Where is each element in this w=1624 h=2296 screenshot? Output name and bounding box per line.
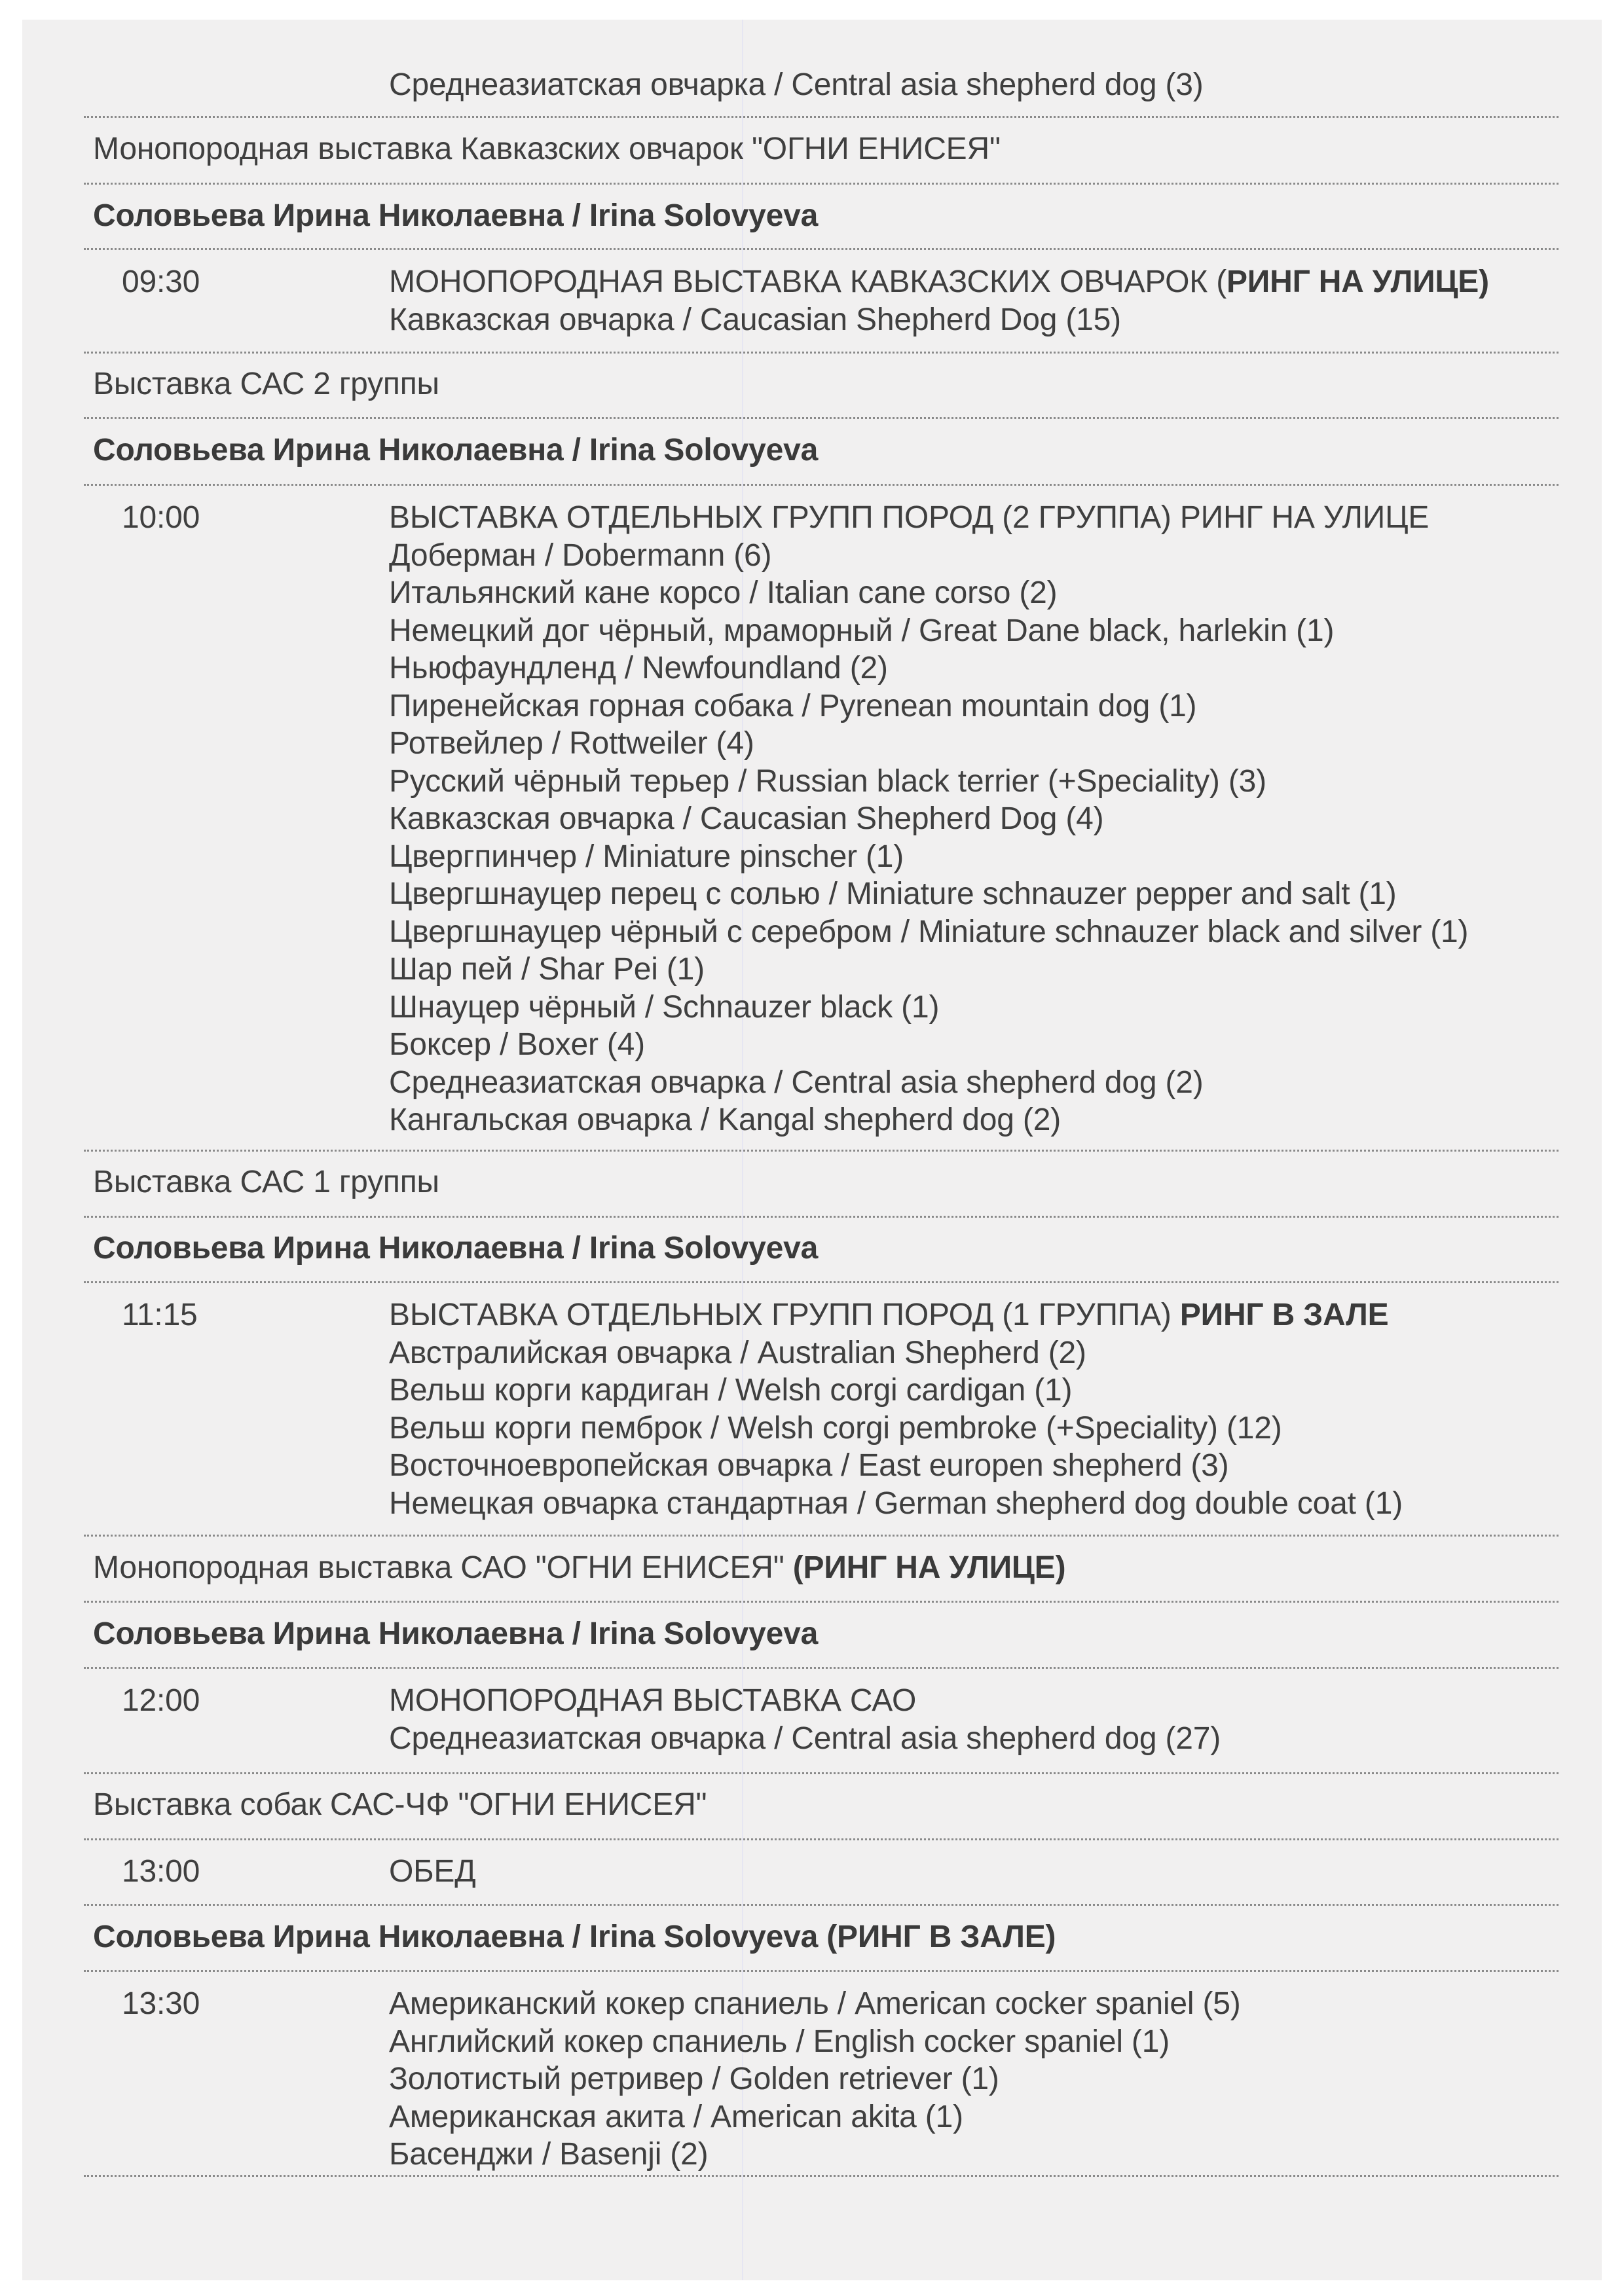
breed-entry: Пиренейская горная собака / Pyrenean mountain dog (1) — [389, 688, 1197, 723]
section-title: Монопородная выставка Кавказских овчарок "ОГНИ ЕНИСЕЯ" — [93, 132, 1001, 166]
divider — [84, 1838, 1559, 1840]
divider — [84, 183, 1559, 185]
divider — [84, 1150, 1559, 1152]
breed-list — [389, 1985, 1241, 2174]
slot-heading — [389, 1296, 1388, 1334]
breed-entry: Басенджи / Basenji (2) — [389, 2137, 709, 2172]
breed-entry: Вельш корги кардиган / Welsh corgi cardigan (1) — [389, 1373, 1073, 1408]
divider — [84, 484, 1559, 486]
section-title: Выставка САС 2 группы — [93, 367, 439, 401]
breed-entry: Цвергшнауцер чёрный с серебром / Miniature schnauzer black and silver (1) — [389, 914, 1469, 949]
section-title: Выставка собак САС-ЧФ "ОГНИ ЕНИСЕЯ" — [93, 1787, 707, 1822]
breed-entry: Кавказская овчарка / Caucasian Shepherd Dog (15) — [389, 302, 1121, 337]
slot-time: 12:00 — [122, 1683, 200, 1718]
slot-heading — [389, 263, 1489, 301]
judge-name: Соловьева Ирина Николаевна / Irina Solovyeva — [93, 198, 819, 233]
section-title-text: Монопородная выставка САО "ОГНИ ЕНИСЕЯ" — [93, 1550, 793, 1585]
judge-name: Соловьева Ирина Николаевна / Irina Solovyeva — [93, 1231, 819, 1266]
slot-heading: ВЫСТАВКА ОТДЕЛЬНЫХ ГРУПП ПОРОД (2 ГРУППА) РИНГ НА УЛИЦЕ — [389, 500, 1430, 535]
slot-heading: МОНОПОРОДНАЯ ВЫСТАВКА САО — [389, 1683, 917, 1718]
break-time: 13:00 — [122, 1854, 200, 1889]
breed-list — [389, 1720, 1221, 1758]
breed-entry: Английский кокер спаниель / English cocker spaniel (1) — [389, 2024, 1170, 2059]
divider — [84, 1216, 1559, 1218]
divider — [84, 1970, 1559, 1972]
slot-time: 11:15 — [122, 1298, 198, 1332]
breed-entry: Русский чёрный терьер / Russian black terrier (+Speciality) (3) — [389, 763, 1266, 799]
breed-entry: Американский кокер спаниель / American cocker spaniel (5) — [389, 1986, 1241, 2021]
divider — [84, 1281, 1559, 1283]
breed-entry: Кавказская овчарка / Caucasian Shepherd Dog (4) — [389, 801, 1104, 836]
breed-entry: Золотистый ретривер / Golden retriever (1) — [389, 2062, 999, 2096]
ring-location: (РИНГ НА УЛИЦЕ) — [792, 1550, 1066, 1585]
breed-entry: Доберман / Dobermann (6) — [389, 538, 772, 573]
breed-entry: Среднеазиатская овчарка / Central asia shepherd dog (2) — [389, 1065, 1204, 1100]
breed-list — [389, 1334, 1403, 1523]
breed-entry: Итальянский кане корсо / Italian cane corso (2) — [389, 575, 1058, 610]
divider — [84, 1667, 1559, 1669]
breed-entry: Австралийская овчарка / Australian Shepherd (2) — [389, 1335, 1086, 1370]
breed-entry: Немецкая овчарка стандартная / German shepherd dog double coat (1) — [389, 1485, 1403, 1521]
slot-time: 09:30 — [122, 264, 200, 299]
breed-entry: Среднеазиатская овчарка / Central asia shepherd dog (27) — [389, 1721, 1221, 1756]
slot-time: 10:00 — [122, 500, 200, 535]
breed-entry: Шар пей / Shar Pei (1) — [389, 952, 705, 987]
slot-heading-text: ВЫСТАВКА ОТДЕЛЬНЫХ ГРУПП ПОРОД (1 ГРУППА) — [389, 1298, 1180, 1332]
divider — [84, 248, 1559, 250]
judge-name: Соловьева Ирина Николаевна / Irina Solovyeva (РИНГ В ЗАЛЕ) — [93, 1920, 1056, 1954]
breed-entry: Немецкий дог чёрный, мраморный / Great Dane black, harlekin (1) — [389, 613, 1335, 648]
slot-time: 13:30 — [122, 1986, 200, 2021]
divider — [84, 1601, 1559, 1603]
divider — [84, 417, 1559, 419]
ring-location: РИНГ В ЗАЛЕ — [1179, 1298, 1389, 1332]
divider — [84, 1772, 1559, 1774]
breed-list — [389, 301, 1121, 339]
divider — [84, 1535, 1559, 1537]
breed-entry: Кангальская овчарка / Kangal shepherd dog (2) — [389, 1102, 1061, 1137]
judge-name: Соловьева Ирина Николаевна / Irina Solovyeva — [93, 433, 819, 467]
breed-entry: Американская акита / American akita (1) — [389, 2099, 963, 2134]
divider — [84, 116, 1559, 118]
breed-entry: Ньюфаундленд / Newfoundland (2) — [389, 651, 888, 685]
judge-name: Соловьева Ирина Николаевна / Irina Solovyeva — [93, 1616, 819, 1651]
breed-entry: Шнауцер чёрный / Schnauzer black (1) — [389, 989, 940, 1025]
ring-location: РИНГ НА УЛИЦЕ) — [1226, 264, 1489, 299]
breed-continuation: Среднеазиатская овчарка / Central asia shepherd dog (3) — [389, 67, 1204, 102]
breed-entry: Цвергшнауцер перец с солью / Miniature schnauzer pepper and salt (1) — [389, 877, 1397, 911]
section-title — [93, 1549, 1065, 1587]
breed-list — [389, 537, 1468, 1139]
breed-entry: Боксер / Boxer (4) — [389, 1027, 645, 1062]
slot-heading-text: МОНОПОРОДНАЯ ВЫСТАВКА КАВКАЗСКИХ ОВЧАРОК ( — [389, 264, 1227, 299]
break-label: ОБЕД — [389, 1854, 476, 1889]
breed-entry: Ротвейлер / Rottweiler (4) — [389, 726, 754, 761]
breed-entry: Вельш корги пемброк / Welsh corgi pembroke (+Speciality) (12) — [389, 1410, 1282, 1446]
divider — [84, 352, 1559, 354]
breed-entry: Цвергпинчер / Miniature pinscher (1) — [389, 839, 904, 874]
divider — [84, 2175, 1559, 2177]
section-title: Выставка САС 1 группы — [93, 1165, 439, 1199]
breed-entry: Восточноевропейская овчарка / East europen shepherd (3) — [389, 1448, 1229, 1483]
divider — [84, 1904, 1559, 1906]
